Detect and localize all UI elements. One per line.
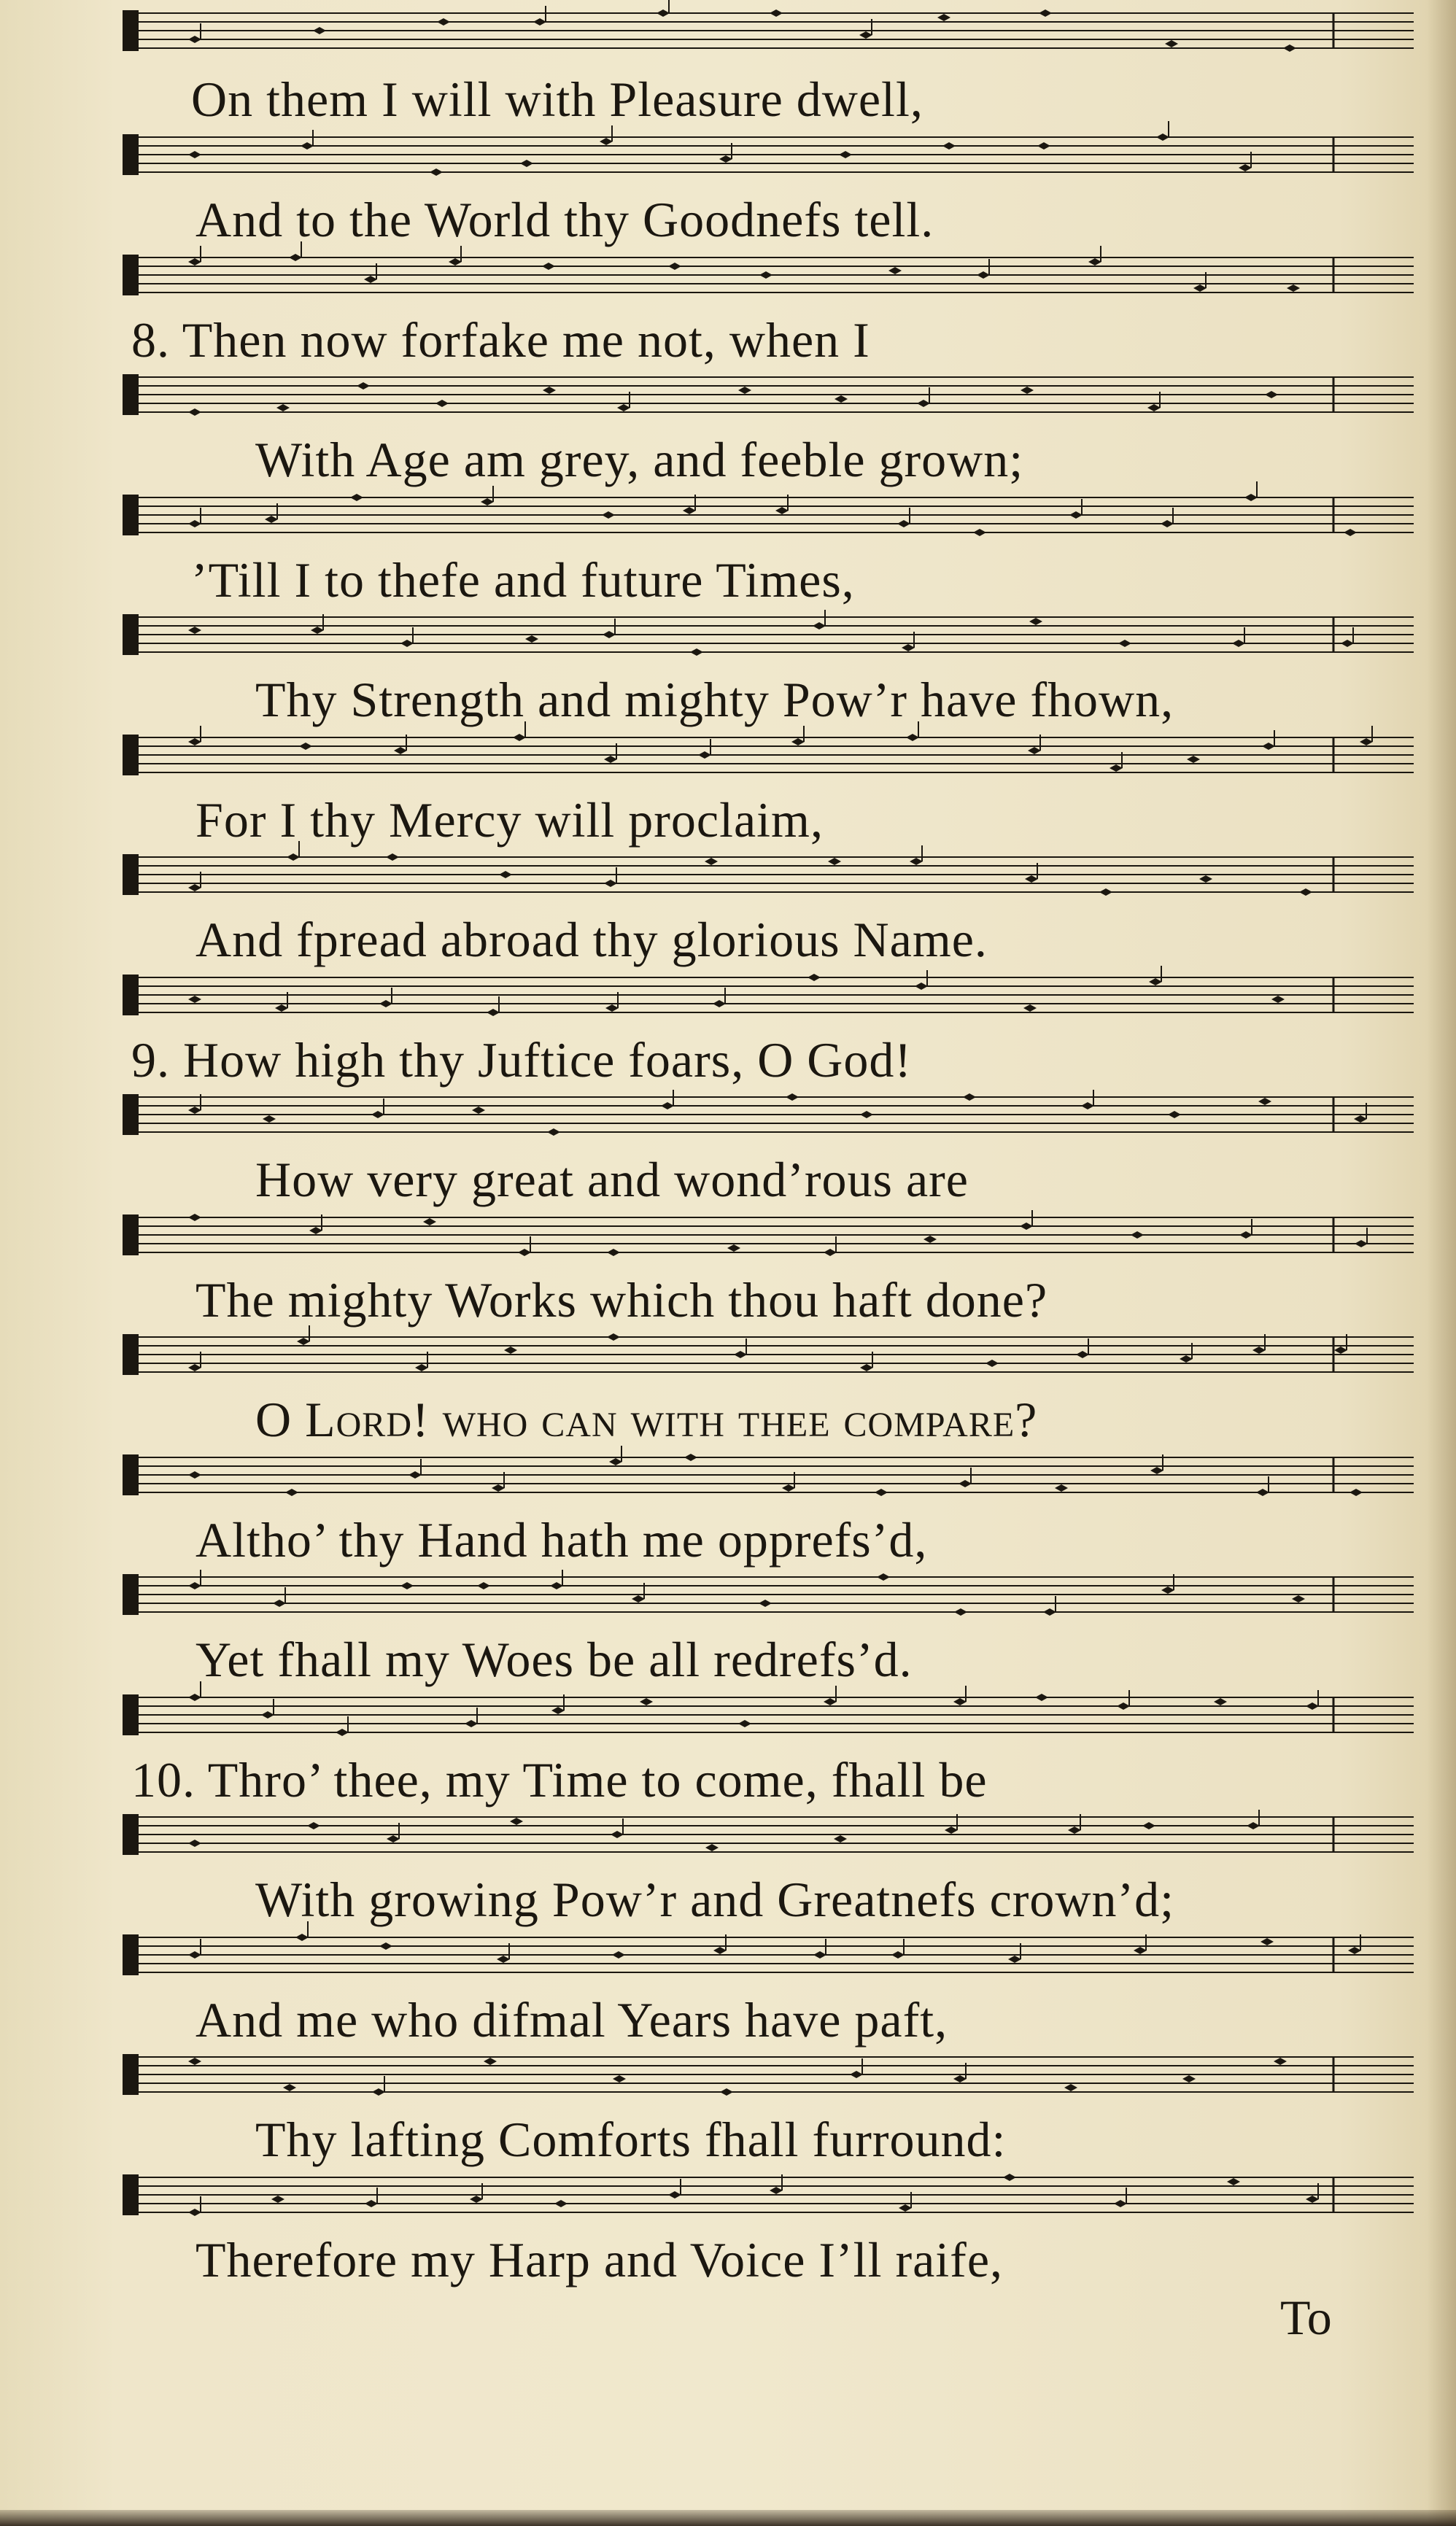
- notehead: [273, 1600, 286, 1607]
- notehead: [307, 1822, 320, 1829]
- notehead: [1344, 529, 1357, 536]
- music-stave: [123, 853, 1414, 896]
- notehead: [350, 494, 363, 501]
- notehead: [365, 2200, 378, 2207]
- notehead: [1265, 391, 1278, 398]
- notehead: [336, 1729, 349, 1736]
- clef-mark: [123, 975, 139, 1015]
- notehead: [607, 1333, 620, 1341]
- notehead: [1142, 1822, 1155, 1829]
- notehead: [1341, 640, 1354, 647]
- lyric-line: 9. How high thy Juftice foars, O God!: [131, 1032, 913, 1088]
- clef-mark: [123, 2174, 139, 2215]
- notehead: [543, 387, 556, 394]
- notehead: [309, 1227, 322, 1234]
- notehead: [188, 1471, 201, 1479]
- notehead: [877, 1573, 890, 1581]
- notehead: [897, 520, 910, 527]
- notehead: [1239, 1231, 1252, 1239]
- notehead: [906, 734, 919, 741]
- clef-mark: [123, 854, 139, 895]
- notehead: [484, 2058, 497, 2065]
- notehead: [1021, 387, 1034, 394]
- notehead: [1348, 1947, 1361, 1954]
- notehead: [297, 1338, 310, 1345]
- clef-mark: [123, 1574, 139, 1615]
- notehead: [499, 871, 512, 878]
- notehead: [786, 1093, 799, 1101]
- notehead: [1064, 2084, 1077, 2091]
- notehead: [1150, 1467, 1163, 1474]
- clef-mark: [123, 255, 139, 295]
- notehead: [542, 263, 555, 270]
- notehead: [299, 743, 312, 750]
- notehead: [1156, 133, 1169, 141]
- notehead: [607, 1249, 620, 1256]
- clef-mark: [123, 1214, 139, 1255]
- notehead: [791, 738, 805, 745]
- notehead: [813, 622, 826, 629]
- clef-mark: [123, 1334, 139, 1375]
- notehead: [915, 983, 928, 990]
- notehead: [611, 1831, 624, 1838]
- music-stave: [123, 2173, 1414, 2217]
- notehead: [394, 747, 407, 754]
- notehead: [1023, 1004, 1037, 1012]
- lyric-line: With Age am grey, and feeble grown;: [255, 432, 1024, 487]
- notehead: [902, 644, 915, 651]
- notehead: [188, 738, 201, 745]
- notehead: [1118, 640, 1131, 647]
- notehead: [923, 1236, 937, 1243]
- lyric-line: Therefore my Harp and Voice I’ll raife,: [195, 2232, 1004, 2287]
- notehead: [470, 2196, 483, 2203]
- notehead: [1334, 1347, 1347, 1354]
- notehead: [657, 9, 670, 17]
- notehead: [1147, 404, 1161, 411]
- notehead: [188, 36, 201, 43]
- lyric-line: And to the World thy Goodnefs tell.: [195, 192, 934, 247]
- notehead: [283, 2084, 296, 2091]
- notehead: [690, 648, 703, 656]
- music-stave: [123, 493, 1414, 537]
- notehead: [959, 1480, 972, 1487]
- notehead: [364, 276, 377, 283]
- notehead: [1180, 1355, 1193, 1363]
- notehead: [668, 263, 681, 270]
- notehead: [379, 1942, 392, 1950]
- notehead: [275, 1004, 288, 1012]
- notehead: [1161, 520, 1174, 527]
- notehead: [188, 1951, 201, 1959]
- notehead: [1149, 978, 1162, 985]
- notehead: [738, 387, 751, 394]
- notehead: [1287, 284, 1300, 292]
- notehead: [437, 18, 450, 26]
- music-stave: [123, 1573, 1414, 1616]
- notehead: [188, 520, 201, 527]
- notehead: [289, 254, 302, 261]
- notehead: [430, 168, 443, 176]
- notehead: [613, 2075, 626, 2083]
- notehead: [1035, 1694, 1048, 1701]
- notehead: [828, 858, 841, 865]
- notehead: [387, 1835, 400, 1843]
- page-bottom-edge: [0, 2510, 1456, 2526]
- lyric-line: 10. Thro’ thee, my Time to come, fhall be: [131, 1752, 988, 1808]
- notehead: [661, 1102, 674, 1109]
- notehead: [824, 1249, 837, 1256]
- notehead: [1028, 747, 1041, 754]
- notehead: [612, 1951, 625, 1959]
- notehead: [1088, 258, 1101, 266]
- notehead: [1081, 1102, 1094, 1109]
- music-stave: [123, 1813, 1414, 1856]
- notehead: [188, 151, 201, 158]
- notehead: [954, 1608, 967, 1616]
- notehead: [188, 1840, 201, 1847]
- notehead: [295, 1934, 309, 1941]
- notehead: [415, 1364, 428, 1371]
- notehead: [684, 1454, 697, 1461]
- notehead: [1349, 1489, 1363, 1496]
- notehead: [261, 1711, 274, 1719]
- notehead: [1165, 40, 1178, 47]
- notehead: [1355, 1240, 1368, 1247]
- notehead: [977, 271, 990, 279]
- notehead: [1134, 1947, 1147, 1954]
- notehead: [824, 1698, 837, 1705]
- notehead: [1117, 1702, 1130, 1710]
- notehead: [533, 18, 546, 26]
- notehead: [550, 1582, 563, 1589]
- notehead: [973, 529, 986, 536]
- notehead: [813, 1951, 826, 1959]
- notehead: [1239, 164, 1252, 171]
- notehead: [705, 858, 718, 865]
- notehead: [1168, 1111, 1181, 1118]
- notehead: [400, 1582, 414, 1589]
- notehead: [1271, 996, 1285, 1003]
- notehead: [605, 1004, 619, 1012]
- notehead: [899, 2204, 912, 2212]
- notehead: [1099, 888, 1112, 896]
- notehead: [1069, 511, 1083, 519]
- notehead: [727, 1244, 740, 1252]
- notehead: [713, 1947, 727, 1954]
- notehead: [1360, 738, 1373, 745]
- notehead: [1292, 1595, 1305, 1603]
- notehead: [510, 1818, 523, 1825]
- notehead: [472, 1107, 485, 1114]
- notehead: [1247, 1822, 1260, 1829]
- notehead: [953, 2075, 967, 2083]
- music-stave: [123, 1933, 1414, 1977]
- notehead: [513, 734, 526, 741]
- notehead: [1114, 2200, 1127, 2207]
- clef-mark: [123, 1694, 139, 1735]
- music-stave: [123, 2053, 1414, 2096]
- notehead: [985, 1360, 999, 1367]
- lyric-line: The mighty Works which thou haft done?: [195, 1272, 1048, 1328]
- lyric-line: And me who difmal Years have paft,: [195, 1992, 948, 2047]
- music-stave: [123, 733, 1414, 777]
- clef-mark: [123, 1814, 139, 1855]
- music-stave: [123, 1093, 1414, 1136]
- lyric-line: How very great and wond’rous are: [255, 1152, 969, 1207]
- notehead: [287, 853, 300, 861]
- notehead: [1131, 1231, 1144, 1239]
- notehead: [770, 2187, 783, 2194]
- notehead: [408, 1471, 422, 1479]
- lyric-line: Altho’ thy Hand hath me opprefs’d,: [195, 1512, 928, 1568]
- notehead: [698, 751, 711, 759]
- music-stave: [123, 613, 1414, 656]
- notehead: [311, 627, 324, 634]
- notehead: [1037, 142, 1050, 150]
- catchword: To: [1280, 2290, 1332, 2345]
- notehead: [1214, 1698, 1227, 1705]
- notehead: [1306, 2196, 1319, 2203]
- notehead: [1193, 284, 1207, 292]
- notehead: [953, 1698, 967, 1705]
- notehead: [963, 1093, 976, 1101]
- notehead: [834, 1835, 847, 1843]
- notehead: [1076, 1351, 1089, 1358]
- notehead: [1232, 640, 1245, 647]
- notehead: [1252, 1347, 1266, 1354]
- lyric-line: With growing Pow’r and Greatnefs crown’d;: [255, 1872, 1175, 1927]
- lyric-line: For I thy Mercy will proclaim,: [195, 792, 824, 848]
- notehead: [770, 9, 783, 17]
- notehead: [1256, 1489, 1269, 1496]
- notehead: [400, 640, 414, 647]
- music-stave: [123, 1333, 1414, 1376]
- notehead: [379, 1000, 392, 1007]
- notehead: [188, 1214, 201, 1221]
- notehead: [603, 631, 616, 638]
- notehead: [188, 258, 201, 266]
- notehead: [835, 395, 848, 403]
- notehead: [1306, 1702, 1319, 1710]
- notehead: [188, 1582, 201, 1589]
- notehead: [520, 160, 533, 167]
- notehead: [1354, 1115, 1367, 1123]
- notehead: [1199, 875, 1212, 883]
- notehead: [497, 1956, 510, 1963]
- notehead: [465, 1720, 478, 1727]
- notehead: [1187, 756, 1200, 763]
- music-stave: [123, 133, 1414, 177]
- notehead: [604, 880, 617, 887]
- notehead: [1003, 2174, 1016, 2181]
- notehead: [551, 1707, 565, 1714]
- notehead: [1244, 494, 1258, 501]
- notehead: [1068, 1826, 1081, 1834]
- clef-mark: [123, 10, 139, 51]
- notehead: [720, 2088, 733, 2096]
- notehead: [945, 1826, 958, 1834]
- notehead: [276, 404, 290, 411]
- notehead: [188, 627, 201, 634]
- notehead: [1039, 9, 1052, 17]
- notehead: [609, 1458, 622, 1465]
- notehead: [859, 31, 872, 39]
- notehead: [265, 516, 278, 523]
- notehead: [850, 2071, 863, 2078]
- notehead: [1261, 1938, 1274, 1945]
- notehead: [188, 408, 201, 416]
- notehead: [782, 1484, 795, 1492]
- notehead: [492, 1484, 505, 1492]
- notehead: [734, 1351, 747, 1358]
- notehead: [713, 1000, 726, 1007]
- notehead: [705, 1844, 719, 1851]
- clef-mark: [123, 1094, 139, 1135]
- notehead: [942, 142, 956, 150]
- notehead: [1055, 1484, 1068, 1492]
- notehead: [518, 1249, 531, 1256]
- notehead: [683, 507, 696, 514]
- notehead: [1227, 2178, 1240, 2185]
- notehead: [632, 1595, 645, 1603]
- notehead: [888, 267, 902, 274]
- notehead: [839, 151, 852, 158]
- notehead: [372, 2088, 385, 2096]
- notehead: [188, 2058, 201, 2065]
- notehead: [640, 1698, 653, 1705]
- clef-mark: [123, 1934, 139, 1975]
- lyric-line: On them I will with Pleasure dwell,: [191, 71, 923, 127]
- lyric-line: Yet fhall my Woes be all redrefs’d.: [195, 1632, 913, 1687]
- notehead: [719, 155, 732, 163]
- notehead: [285, 1489, 298, 1496]
- notehead: [386, 853, 399, 861]
- notehead: [263, 1115, 276, 1123]
- notehead: [1161, 1587, 1174, 1594]
- clef-mark: [123, 735, 139, 775]
- notehead: [1274, 2058, 1287, 2065]
- notehead: [617, 404, 630, 411]
- notehead: [449, 258, 462, 266]
- notehead: [423, 1218, 436, 1225]
- music-stave: [123, 1453, 1414, 1497]
- notehead: [477, 1582, 490, 1589]
- notehead: [1025, 875, 1038, 883]
- lyric-line: And fpread abroad thy glorious Name.: [195, 912, 988, 967]
- notehead: [313, 27, 326, 34]
- lyric-line: Thy lafting Comforts fhall furround:: [255, 2112, 1007, 2167]
- notehead: [188, 1694, 201, 1701]
- music-stave: [123, 1693, 1414, 1737]
- music-stave: [123, 373, 1414, 417]
- notehead: [775, 507, 789, 514]
- notehead: [917, 400, 930, 407]
- music-stave: [123, 973, 1414, 1017]
- clef-mark: [123, 614, 139, 655]
- lyric-line: O Lord! who can with thee compare?: [255, 1392, 1038, 1447]
- notehead: [547, 1128, 560, 1136]
- notehead: [1020, 1223, 1033, 1230]
- music-stave: [123, 1213, 1414, 1257]
- notehead: [860, 1364, 873, 1371]
- notehead: [604, 756, 617, 763]
- notehead: [1110, 764, 1123, 772]
- notehead: [357, 382, 370, 390]
- notehead: [481, 498, 494, 505]
- notehead: [188, 996, 201, 1003]
- notehead: [602, 511, 615, 519]
- notehead: [875, 1489, 888, 1496]
- notehead: [371, 1111, 384, 1118]
- notehead: [188, 884, 201, 891]
- notehead: [188, 2209, 201, 2216]
- notehead: [860, 1111, 873, 1118]
- notehead: [1262, 743, 1275, 750]
- notehead: [759, 1600, 772, 1607]
- clef-mark: [123, 134, 139, 175]
- page-edge-shadow: [1427, 0, 1456, 2526]
- notehead: [738, 1720, 751, 1727]
- notehead: [525, 635, 538, 643]
- notehead: [891, 1951, 905, 1959]
- notehead: [1029, 618, 1042, 625]
- notehead: [668, 2191, 681, 2198]
- notehead: [808, 974, 821, 981]
- clef-mark: [123, 1454, 139, 1495]
- notehead: [759, 271, 772, 279]
- lyric-line: ’Till I to thefe and future Times,: [191, 552, 855, 608]
- notehead: [600, 138, 613, 145]
- notehead: [435, 400, 449, 407]
- lyric-line: Thy Strength and mighty Pow’r have fhown,: [255, 672, 1174, 727]
- notehead: [1008, 1956, 1021, 1963]
- notehead: [188, 1107, 201, 1114]
- notehead: [487, 1009, 500, 1016]
- notehead: [937, 14, 950, 21]
- notehead: [188, 1364, 201, 1371]
- clef-mark: [123, 2054, 139, 2095]
- notehead: [1283, 44, 1296, 52]
- music-stave: [123, 9, 1414, 53]
- notehead: [1043, 1608, 1056, 1616]
- clef-mark: [123, 374, 139, 415]
- notehead: [554, 2200, 568, 2207]
- notehead: [301, 142, 314, 150]
- notehead: [271, 2196, 284, 2203]
- music-stave: [123, 253, 1414, 297]
- notehead: [910, 858, 923, 865]
- notehead: [1258, 1098, 1271, 1105]
- notehead: [1299, 888, 1312, 896]
- notehead: [504, 1347, 517, 1354]
- lyric-line: 8. Then now forfake me not, when I: [131, 312, 870, 368]
- clef-mark: [123, 495, 139, 535]
- notehead: [1182, 2075, 1196, 2083]
